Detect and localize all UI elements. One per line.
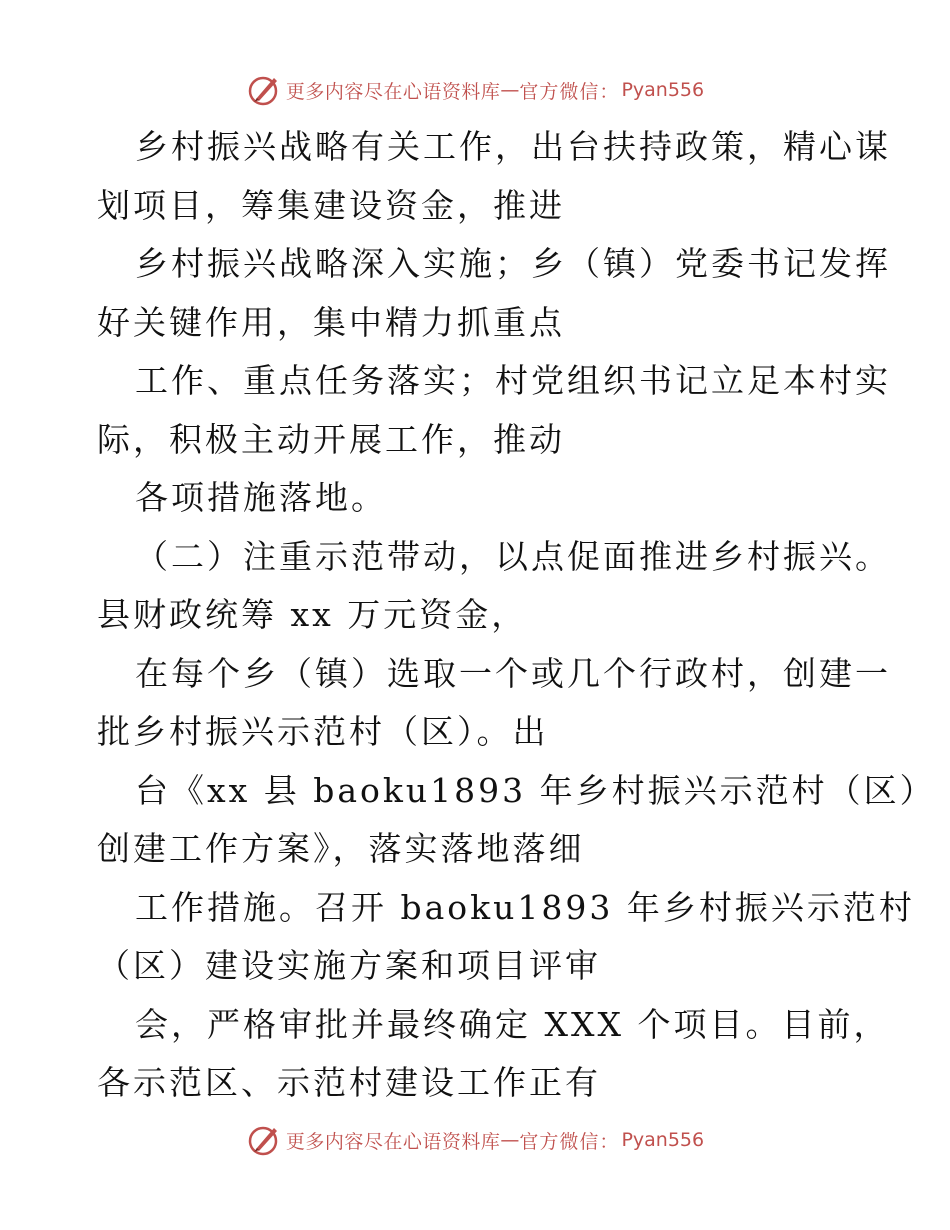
watermark-sub-text: 官方微信： [519,1130,620,1153]
text-line: 工作措施。召开 baoku1893 年乡村振兴示范村 [135,887,915,927]
section-heading-line: （二）注重示范带动，以点促面推进乡村振兴。 [135,536,891,576]
quill-pen-icon [246,1122,282,1158]
watermark-main-text: 更多内容尽在心语资料库 [285,1130,501,1153]
text-line: 创建工作方案》，落实落地落细 [97,829,585,868]
watermark-sub-text: 官方微信： [519,80,620,103]
text-line: 各项措施落地。 [135,478,387,517]
text-line: 批乡村振兴示范村（区）。出 [97,712,549,751]
text-line: 县财政统筹 xx 万元资金， [97,595,528,634]
document-body [97,118,936,1113]
watermark-main-text: 更多内容尽在心语资料库 [285,80,501,103]
text-line: 乡村振兴战略有关工作，出台扶持政策，精心谋 [135,127,891,166]
text-line: 工作、重点任务落实；村党组织书记立足本村实 [135,361,891,400]
header-watermark [0,70,950,110]
watermark-wechat-id: Pyan556 [621,1129,705,1151]
text-line: （区）建设实施方案和项目评审 [97,946,601,985]
footer-watermark [0,1120,950,1160]
text-line: 台《xx 县 baoku1893 年乡村振兴示范村（区） [135,770,936,810]
text-line: 划项目，筹集建设资金，推进 [97,185,565,225]
text-line: 会，严格审批并最终确定 XXX 个项目。目前， [135,1004,890,1044]
watermark-separator: — [500,1129,520,1151]
text-line: 各示范区、示范村建设工作正有 [97,1063,601,1102]
watermark-wechat-id: Pyan556 [621,79,705,101]
watermark-separator: — [500,79,520,101]
text-line: 在每个乡（镇）选取一个或几个行政村，创建一 [135,653,891,693]
text-line: 乡村振兴战略深入实施；乡（镇）党委书记发挥 [135,244,891,283]
quill-pen-icon [246,72,282,108]
text-line: 好关键作用，集中精力抓重点 [97,302,565,342]
text-line: 际，积极主动开展工作，推动 [97,419,565,459]
